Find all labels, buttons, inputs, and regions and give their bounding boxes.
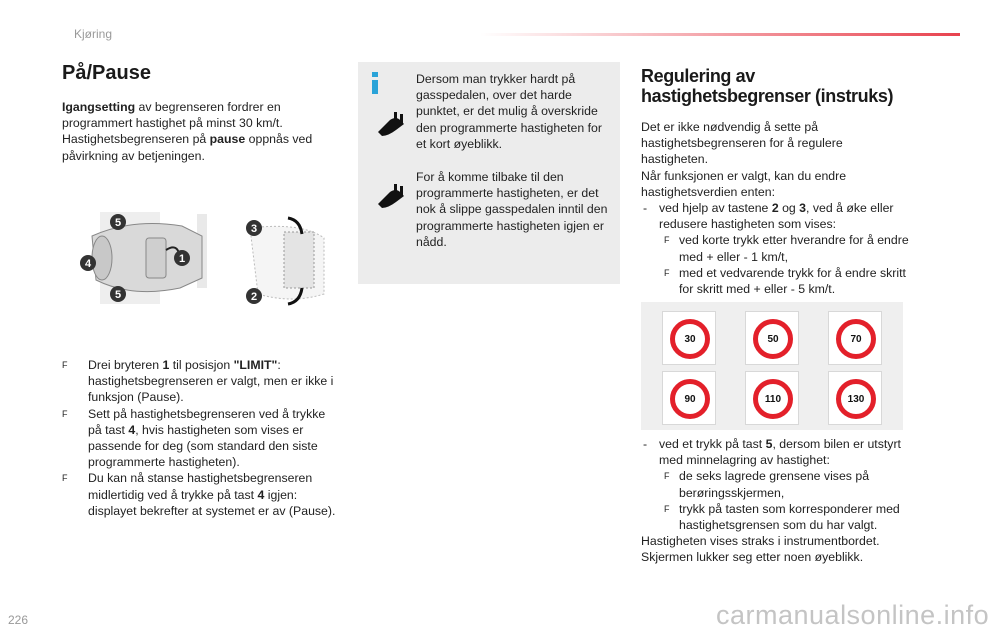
- page-number: 226: [8, 613, 29, 627]
- callout-5-bottom: [110, 286, 126, 302]
- d1-num2: 2: [771, 201, 779, 216]
- section-title-pa-pause: På/Pause: [62, 62, 151, 84]
- info-paragraph-1: Dersom man trykker hardt på gasspedalen, over det harde punktet, er det mulig å overskride den programmerte hastigheten for et kort øyeblikk.: [416, 72, 602, 151]
- list-item: [641, 200, 911, 232]
- b2-b: , hvis hastigheten som vises er passende for deg (som standard den siste programmerte hastigheten).: [88, 422, 318, 470]
- stalk-end: [92, 236, 112, 280]
- list-item: [641, 468, 916, 500]
- intro-rest: av begrenseren fordrer en programmert hastighet på minst 30 km/t.: [62, 100, 283, 131]
- bullet-marker: F: [62, 360, 68, 370]
- callout-1: [174, 250, 190, 266]
- d2-b: , dersom bilen er utstyrt med minnelagring av hastighet:: [659, 437, 901, 468]
- list-item: [641, 265, 911, 297]
- list-item: [62, 470, 342, 519]
- speed-sign-90: [662, 371, 716, 425]
- b2-a: Sett på hastighetsbegrenseren ved å trykke på tast: [88, 406, 326, 437]
- callout-3: [246, 220, 262, 236]
- s1-text: ved korte trykk etter hverandre for å endre med + eller - 1 km/t,: [679, 233, 909, 264]
- watermark: carmanualsonline.info: [716, 600, 989, 630]
- d1-num3: 3: [799, 201, 807, 216]
- sign-value: 130: [847, 393, 865, 405]
- intro2-a: Hastighetsbegrenseren på: [62, 132, 210, 147]
- b2-num: 4: [128, 422, 136, 437]
- s4-text: trykk på tasten som korresponderer med hastighetsgrensen som du har valgt.: [679, 501, 900, 533]
- info-box: [358, 62, 620, 284]
- dash-marker: -: [643, 201, 648, 216]
- regulering-p2: Når funksjonen er valgt, kan du endre hastighetsverdien enten:: [641, 168, 847, 199]
- speed-sign-70: [828, 311, 882, 365]
- sign-value: 70: [850, 333, 862, 345]
- list-item: [641, 232, 911, 264]
- b1-limit: "LIMIT": [233, 358, 278, 372]
- bullet-marker: F: [62, 473, 68, 484]
- b1-c: : hastighetsbegrenseren er valgt, men er ikke i funksjon (Pause).: [88, 358, 334, 405]
- intro-bold: Igangsetting: [62, 100, 136, 114]
- callout-5-top: [110, 214, 126, 230]
- dash-marker: -: [643, 437, 648, 451]
- regulering-text: [641, 119, 911, 297]
- intro2-bold: pause: [209, 132, 246, 147]
- list-item: [62, 357, 342, 406]
- rear-view-controls: [284, 232, 314, 288]
- d1-b: , ved å øke eller redusere hastigheten som vises:: [659, 201, 894, 232]
- intro-text: [62, 99, 337, 164]
- list-item: [62, 406, 342, 471]
- memory-p3: Hastigheten vises straks i instrumentbordet.: [641, 534, 880, 549]
- header-rule: [480, 33, 960, 36]
- svg-text:5: 5: [114, 289, 122, 301]
- sign-value: 50: [767, 333, 779, 345]
- stalk-diagram-figure: [62, 208, 334, 308]
- bullet-marker: F: [664, 235, 670, 246]
- callout-2: [246, 288, 262, 304]
- svg-text:2: 2: [250, 291, 258, 303]
- b3-num: 4: [257, 487, 265, 502]
- info-paragraph-2: For å komme tilbake til den programmerte hastigheten, er det nok å slippe gasspedalen inntil den programmerte hastigheten igjen er nådd.: [416, 170, 608, 249]
- pause-instructions-list: [62, 357, 342, 519]
- s3-text: de seks lagrede grensene vises på berøringsskjermen,: [679, 469, 870, 500]
- intro-paragraph-2: [62, 131, 337, 163]
- b3-b: igjen: displayet bekrefter at systemet er av (Pause).: [88, 487, 336, 518]
- b1-a: Drei bryteren: [88, 358, 163, 372]
- speed-sign-50: [745, 311, 799, 365]
- b1-b: til posisjon: [169, 358, 234, 372]
- b1-num: 1: [162, 358, 170, 372]
- svg-text:1: 1: [178, 253, 186, 265]
- stalk-rotary: [146, 238, 166, 278]
- d1-og: og: [778, 201, 800, 216]
- bullet-marker: F: [62, 408, 68, 419]
- section-title-regulering: Regulering av hastighetsbegrenser (instruks): [641, 66, 894, 106]
- foot-pedal-icon: [374, 182, 408, 210]
- svg-text:3: 3: [250, 223, 258, 235]
- section-label: Kjøring: [74, 27, 113, 41]
- info-icon: [368, 72, 382, 94]
- list-item: [641, 436, 916, 468]
- memory-text: [641, 436, 916, 566]
- list-item: [641, 501, 916, 533]
- bullet-marker: F: [664, 503, 670, 514]
- s2-text: med et vedvarende trykk for å endre skritt for skritt med + eller - 5 km/t.: [679, 265, 906, 297]
- d2-a: ved et trykk på tast: [659, 437, 766, 451]
- bullet-marker: F: [664, 267, 670, 278]
- b3-a: Du kan nå stanse hastighetsbegrenseren midlertidig ved å trykke på tast: [88, 471, 313, 502]
- bullet-marker: F: [664, 471, 670, 482]
- sign-value: 30: [684, 333, 696, 345]
- intro-paragraph-1: [62, 99, 337, 131]
- regulering-p1: Det er ikke nødvendig å sette på hastighetsbegrenseren for å regulere hastigheten.: [641, 120, 843, 167]
- svg-text:5: 5: [114, 217, 122, 229]
- sign-value: 90: [684, 393, 696, 405]
- intro2-b: oppnås ved påvirkning av betjeningen.: [62, 132, 313, 163]
- speed-sign-130: [828, 371, 882, 425]
- foot-pedal-icon: [374, 110, 408, 138]
- callout-4: [80, 255, 96, 271]
- speed-limit-signs-panel: [641, 302, 903, 430]
- d1-a: ved hjelp av tastene: [659, 201, 772, 216]
- speed-sign-30: [662, 311, 716, 365]
- speed-sign-110: [745, 371, 799, 425]
- sign-value: 110: [764, 393, 782, 405]
- memory-p4: Skjermen lukker seg etter noen øyeblikk.: [641, 550, 864, 565]
- svg-text:4: 4: [84, 258, 92, 270]
- d2-num5: 5: [765, 437, 773, 451]
